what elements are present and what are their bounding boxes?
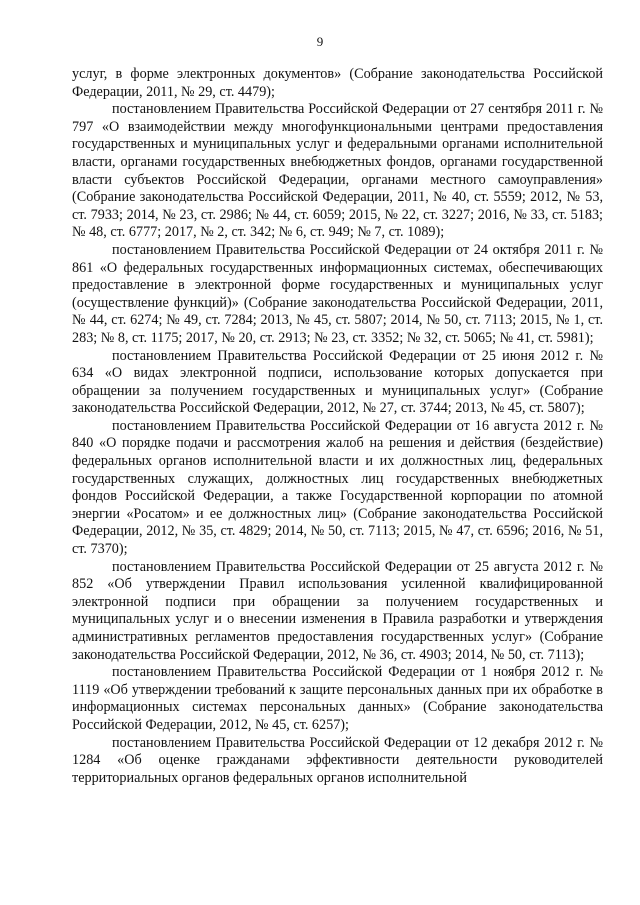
paragraph: постановлением Правительства Российской Федерации от 12 декабря 2012 г. № 1284 «Об оценке гражданами эффективности деятельности руководителей территориальных органов федеральных органов исполнительной [72,734,603,786]
paragraph: услуг, в форме электронных документов» (Собрание законодательства Российской Федерации, 2011, № 29, ст. 4479); [72,66,603,100]
paragraph: постановлением Правительства Российской Федерации от 25 июня 2012 г. № 634 «О видах электронной подписи, использование которых допускается при обращении за получением государственных и муниципальных услуг» (Собрание законодательства Российской Федерации, 2012, № 27, ст. 3744; 2013, № 45, ст. 5807); [72,347,603,417]
paragraph: постановлением Правительства Российской Федерации от 1 ноября 2012 г. № 1119 «Об утверждении требований к защите персональных данных при их обработке в информационных системах персональных данных» (Собрание законодательства Российской Федерации, 2012, № 45, ст. 6257); [72,664,603,733]
paragraph: постановлением Правительства Российской Федерации от 16 августа 2012 г. № 840 «О порядке подачи и рассмотрения жалоб на решения и действия (бездействие) федеральных органов исполнительной власти и их должностных лиц, федеральных государственных служащих, должностных лиц государственных внебюджетных фондов Российской Федерации, а также Государственной корпорации по атомной энергии «Росатом» и ее должностных лиц» (Собрание законодательства Российской Федерации, 2012, № 35, ст. 4829; 2014, № 50, ст. 7113; 2015, № 47, ст. 6596; 2016, № 51, ст. 7370); [72,417,603,558]
page-number: 9 [316,34,324,49]
paragraph: постановлением Правительства Российской Федерации от 24 октября 2011 г. № 861 «О федеральных государственных информационных системах, обеспечивающих предоставление в электронной форме государственных и муниципальных услуг (осуществление функций)» (Собрание законодательства Российской Федерации, 2011, № 44, ст. 6274; № 49, ст. 7284; 2013, № 45, ст. 5807; 2014, № 50, ст. 7113; 2015, № 1, ст. 283; № 8, ст. 1175; 2017, № 20, ст. 2913; № 23, ст. 3352; № 32, ст. 5065; № 41, ст. 5981); [72,241,603,346]
paragraph: постановлением Правительства Российской Федерации от 27 сентября 2011 г. № 797 «О взаимодействии между многофункциональными центрами предоставления государственных и муниципальных услуг и федеральными органами исполнительной власти, органами государственных внебюджетных фондов, органами государственной власти субъектов Российской Федерации, органами местного самоуправления» (Собрание законодательства Российской Федерации, 2011, № 40, ст. 5559; 2012, № 53, ст. 7933; 2014, № 23, ст. 2986; № 44, ст. 6059; 2015, № 22, ст. 3227; 2016, № 33, ст. 5183; № 48, ст. 6777; 2017, № 2, ст. 342; № 6, ст. 949; № 7, ст. 1089); [72,101,603,241]
document-body [72,66,603,787]
paragraph: постановлением Правительства Российской Федерации от 25 августа 2012 г. № 852 «Об утверждении Правил использования усиленной квалифицированной электронной подписи при обращении за получением государственных и муниципальных услуг и о внесении изменения в Правила разработки и утверждения административных регламентов предоставления государственных услуг» (Собрание законодательства Российской Федерации, 2012, № 36, ст. 4903; 2014, № 50, ст. 7113); [72,558,603,663]
